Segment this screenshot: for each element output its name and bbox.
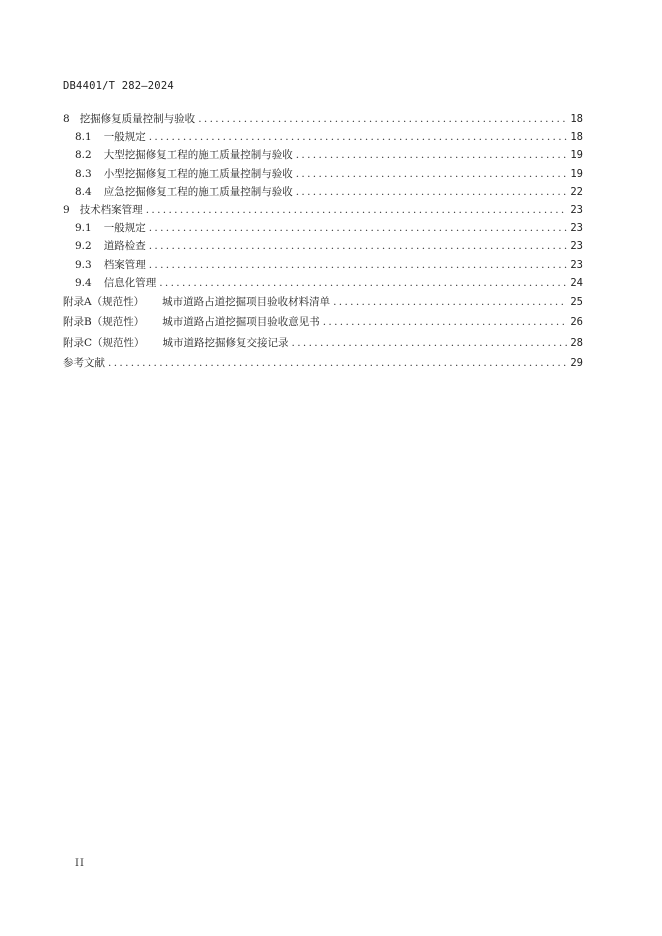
toc-dot-leader <box>296 165 568 183</box>
toc-entry-page: 18 <box>570 131 583 144</box>
toc-entry-title: 城市道路挖掘修复交接记录 <box>162 336 289 349</box>
toc-entry-number: 附录A（规范性） <box>63 295 145 308</box>
toc-entry-page: 26 <box>570 316 583 329</box>
toc-entry-page: 18 <box>570 113 583 125</box>
toc-dot-leader <box>149 219 568 237</box>
table-of-contents <box>63 110 583 374</box>
toc-entry[interactable] <box>63 256 583 274</box>
toc-entry-number: 9 <box>63 203 70 216</box>
toc-entry-title: 小型挖掘修复工程的施工质量控制与验收 <box>103 167 293 180</box>
toc-dot-leader <box>146 201 568 219</box>
page-number-footer: II <box>75 858 85 869</box>
toc-entry-title: 城市道路占道挖掘项目验收材料清单 <box>162 295 331 308</box>
toc-entry-page: 23 <box>570 240 583 253</box>
toc-entry-title: 应急挖掘修复工程的施工质量控制与验收 <box>103 185 293 198</box>
toc-entry[interactable] <box>63 165 583 183</box>
toc-dot-leader <box>323 312 568 333</box>
toc-entry-number: 9.1 <box>75 222 92 235</box>
toc-entry-title: 大型挖掘修复工程的施工质量控制与验收 <box>103 149 293 162</box>
toc-dot-leader <box>159 274 567 292</box>
toc-entry-number: 8.3 <box>75 167 92 180</box>
toc-entry[interactable] <box>63 333 583 354</box>
toc-entry-number: 附录B（规范性） <box>63 316 145 329</box>
toc-entry-number: 9.2 <box>75 240 92 253</box>
toc-entry-title: 档案管理 <box>103 258 146 271</box>
toc-entry-title: 一般规定 <box>103 222 146 235</box>
toc-entry[interactable] <box>63 237 583 255</box>
toc-dot-leader <box>198 110 567 128</box>
toc-entry[interactable] <box>63 292 583 313</box>
toc-entry-title: 参考文献 <box>63 357 105 370</box>
toc-entry-page: 29 <box>570 357 583 370</box>
toc-entry-page: 22 <box>570 185 583 198</box>
toc-entry[interactable] <box>63 353 583 374</box>
toc-entry-page: 23 <box>570 258 583 271</box>
toc-entry-page: 28 <box>570 336 583 349</box>
toc-dot-leader <box>149 256 568 274</box>
toc-entry[interactable] <box>63 128 583 146</box>
toc-entry[interactable] <box>63 201 583 219</box>
toc-entry-number: 8.4 <box>75 185 92 198</box>
toc-entry-number: 8.2 <box>75 149 92 162</box>
toc-entry-page: 19 <box>570 149 583 162</box>
toc-dot-leader <box>296 146 568 164</box>
toc-dot-leader <box>108 353 567 374</box>
toc-entry-page: 23 <box>570 222 583 235</box>
toc-entry-title: 道路检查 <box>103 240 146 253</box>
toc-entry-page: 19 <box>570 167 583 180</box>
toc-entry[interactable] <box>63 312 583 333</box>
toc-dot-leader <box>149 237 568 255</box>
toc-dot-leader <box>149 128 568 146</box>
toc-entry-number: 9.3 <box>75 258 92 271</box>
toc-entry-title: 挖掘修复质量控制与验收 <box>79 113 196 125</box>
document-code-header: DB4401/T 282—2024 <box>63 80 174 92</box>
toc-dot-leader <box>296 183 568 201</box>
toc-entry-number: 8.1 <box>75 131 92 144</box>
toc-dot-leader <box>292 333 568 354</box>
toc-entry-title: 技术档案管理 <box>79 203 143 216</box>
toc-entry-title: 一般规定 <box>103 131 146 144</box>
toc-entry[interactable] <box>63 219 583 237</box>
toc-entry-title: 信息化管理 <box>103 276 157 289</box>
toc-entry-page: 24 <box>570 276 583 289</box>
toc-entry[interactable] <box>63 183 583 201</box>
toc-entry-number: 附录C（规范性） <box>63 336 145 349</box>
toc-entry-page: 25 <box>570 295 583 308</box>
toc-entry[interactable] <box>63 274 583 292</box>
toc-entry-number: 9.4 <box>75 276 92 289</box>
toc-dot-leader <box>333 292 567 313</box>
toc-entry[interactable] <box>63 146 583 164</box>
toc-entry-title: 城市道路占道挖掘项目验收意见书 <box>162 316 320 329</box>
toc-entry[interactable] <box>63 110 583 128</box>
toc-entry-number: 8 <box>63 113 70 125</box>
toc-entry-page: 23 <box>570 203 583 216</box>
